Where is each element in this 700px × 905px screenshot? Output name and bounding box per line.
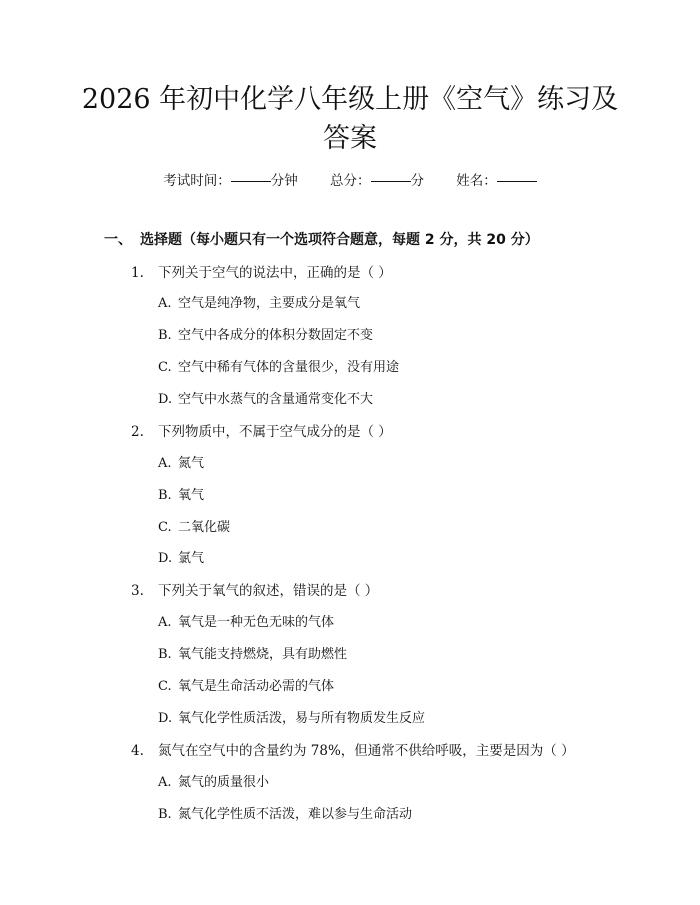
exam-time-blank (231, 181, 271, 182)
option-letter: B. (158, 488, 172, 503)
option-text: 空气是纯净物，主要成分是氧气 (178, 296, 361, 311)
option-letter: A. (158, 296, 172, 311)
option-letter: B. (158, 328, 172, 343)
option-text: 氧气能支持燃烧，具有助燃性 (178, 647, 348, 662)
option-text: 空气中稀有气体的含量很少，没有用途 (178, 360, 400, 375)
option-text: 氯气 (178, 551, 205, 566)
total-score-label: 总分： (330, 173, 371, 189)
option-letter: D. (158, 392, 173, 407)
section-number: 一、 (104, 232, 132, 248)
option-text: 氮气化学性质不活泼，难以参与生命活动 (178, 807, 413, 822)
section-heading (104, 229, 539, 249)
option-text: 氧气 (178, 488, 205, 503)
question-text: 下列关于空气的说法中，正确的是（ ） (158, 265, 392, 281)
option-letter: A. (158, 775, 172, 790)
question-1-option-d (158, 388, 373, 407)
option-text: 氧气是生命活动必需的气体 (178, 679, 335, 694)
student-name-field (456, 169, 537, 189)
page-title-line-1: 2026 年初中化学八年级上册《空气》练习及 (81, 84, 619, 115)
question-3 (131, 579, 378, 599)
option-letter: C. (158, 360, 172, 375)
option-letter: B. (158, 807, 172, 822)
question-number: 4. (131, 743, 144, 759)
option-letter: D. (158, 551, 173, 566)
question-number: 2. (131, 424, 144, 440)
question-1-option-c (158, 356, 399, 375)
total-score-field (330, 169, 424, 189)
question-2-option-c (158, 516, 230, 535)
question-3-option-d (158, 707, 425, 726)
option-text: 空气中各成分的体积分数固定不变 (178, 328, 374, 343)
question-2-option-b (158, 484, 204, 503)
question-2-option-d (158, 547, 204, 566)
exam-time-unit: 分钟 (270, 173, 298, 189)
question-2 (131, 420, 392, 440)
question-text: 下列物质中，不属于空气成分的是（ ） (158, 424, 392, 440)
option-text: 空气中水蒸气的含量通常变化不大 (178, 392, 374, 407)
student-name-label: 姓名： (456, 173, 497, 189)
exam-time-label: 考试时间： (163, 173, 231, 189)
option-letter: C. (158, 520, 172, 535)
question-1-option-a (158, 292, 360, 311)
total-score-unit: 分 (410, 173, 424, 189)
exam-time-field (163, 169, 298, 189)
section-title: 选择题（每小题只有一个选项符合题意，每题 2 分，共 20 分） (140, 232, 539, 248)
option-letter: D. (158, 711, 173, 726)
student-name-blank (497, 181, 537, 182)
question-4-option-b (158, 803, 412, 822)
option-letter: B. (158, 647, 172, 662)
page-title-line-2: 答案 (323, 123, 377, 154)
option-letter: A. (158, 615, 172, 630)
question-number: 3. (131, 583, 144, 599)
question-4-option-a (158, 771, 269, 790)
exam-info-row (0, 169, 700, 189)
option-letter: A. (158, 456, 172, 471)
question-1-option-b (158, 324, 373, 343)
question-4 (131, 739, 575, 759)
question-2-option-a (158, 452, 204, 471)
option-text: 氧气是一种无色无味的气体 (178, 615, 335, 630)
question-3-option-a (158, 611, 334, 630)
question-number: 1. (131, 265, 144, 281)
total-score-blank (371, 181, 411, 182)
question-text: 氮气在空气中的含量约为 78%，但通常不供给呼吸，主要是因为（ ） (158, 743, 575, 759)
question-3-option-b (158, 643, 347, 662)
option-text: 氧气化学性质活泼，易与所有物质发生反应 (178, 711, 426, 726)
option-text: 氮气 (178, 456, 205, 471)
option-text: 氮气的质量很小 (178, 775, 270, 790)
option-text: 二氧化碳 (178, 520, 231, 535)
question-text: 下列关于氧气的叙述，错误的是（ ） (158, 583, 379, 599)
question-3-option-c (158, 675, 334, 694)
question-1 (131, 261, 392, 281)
option-letter: C. (158, 679, 172, 694)
